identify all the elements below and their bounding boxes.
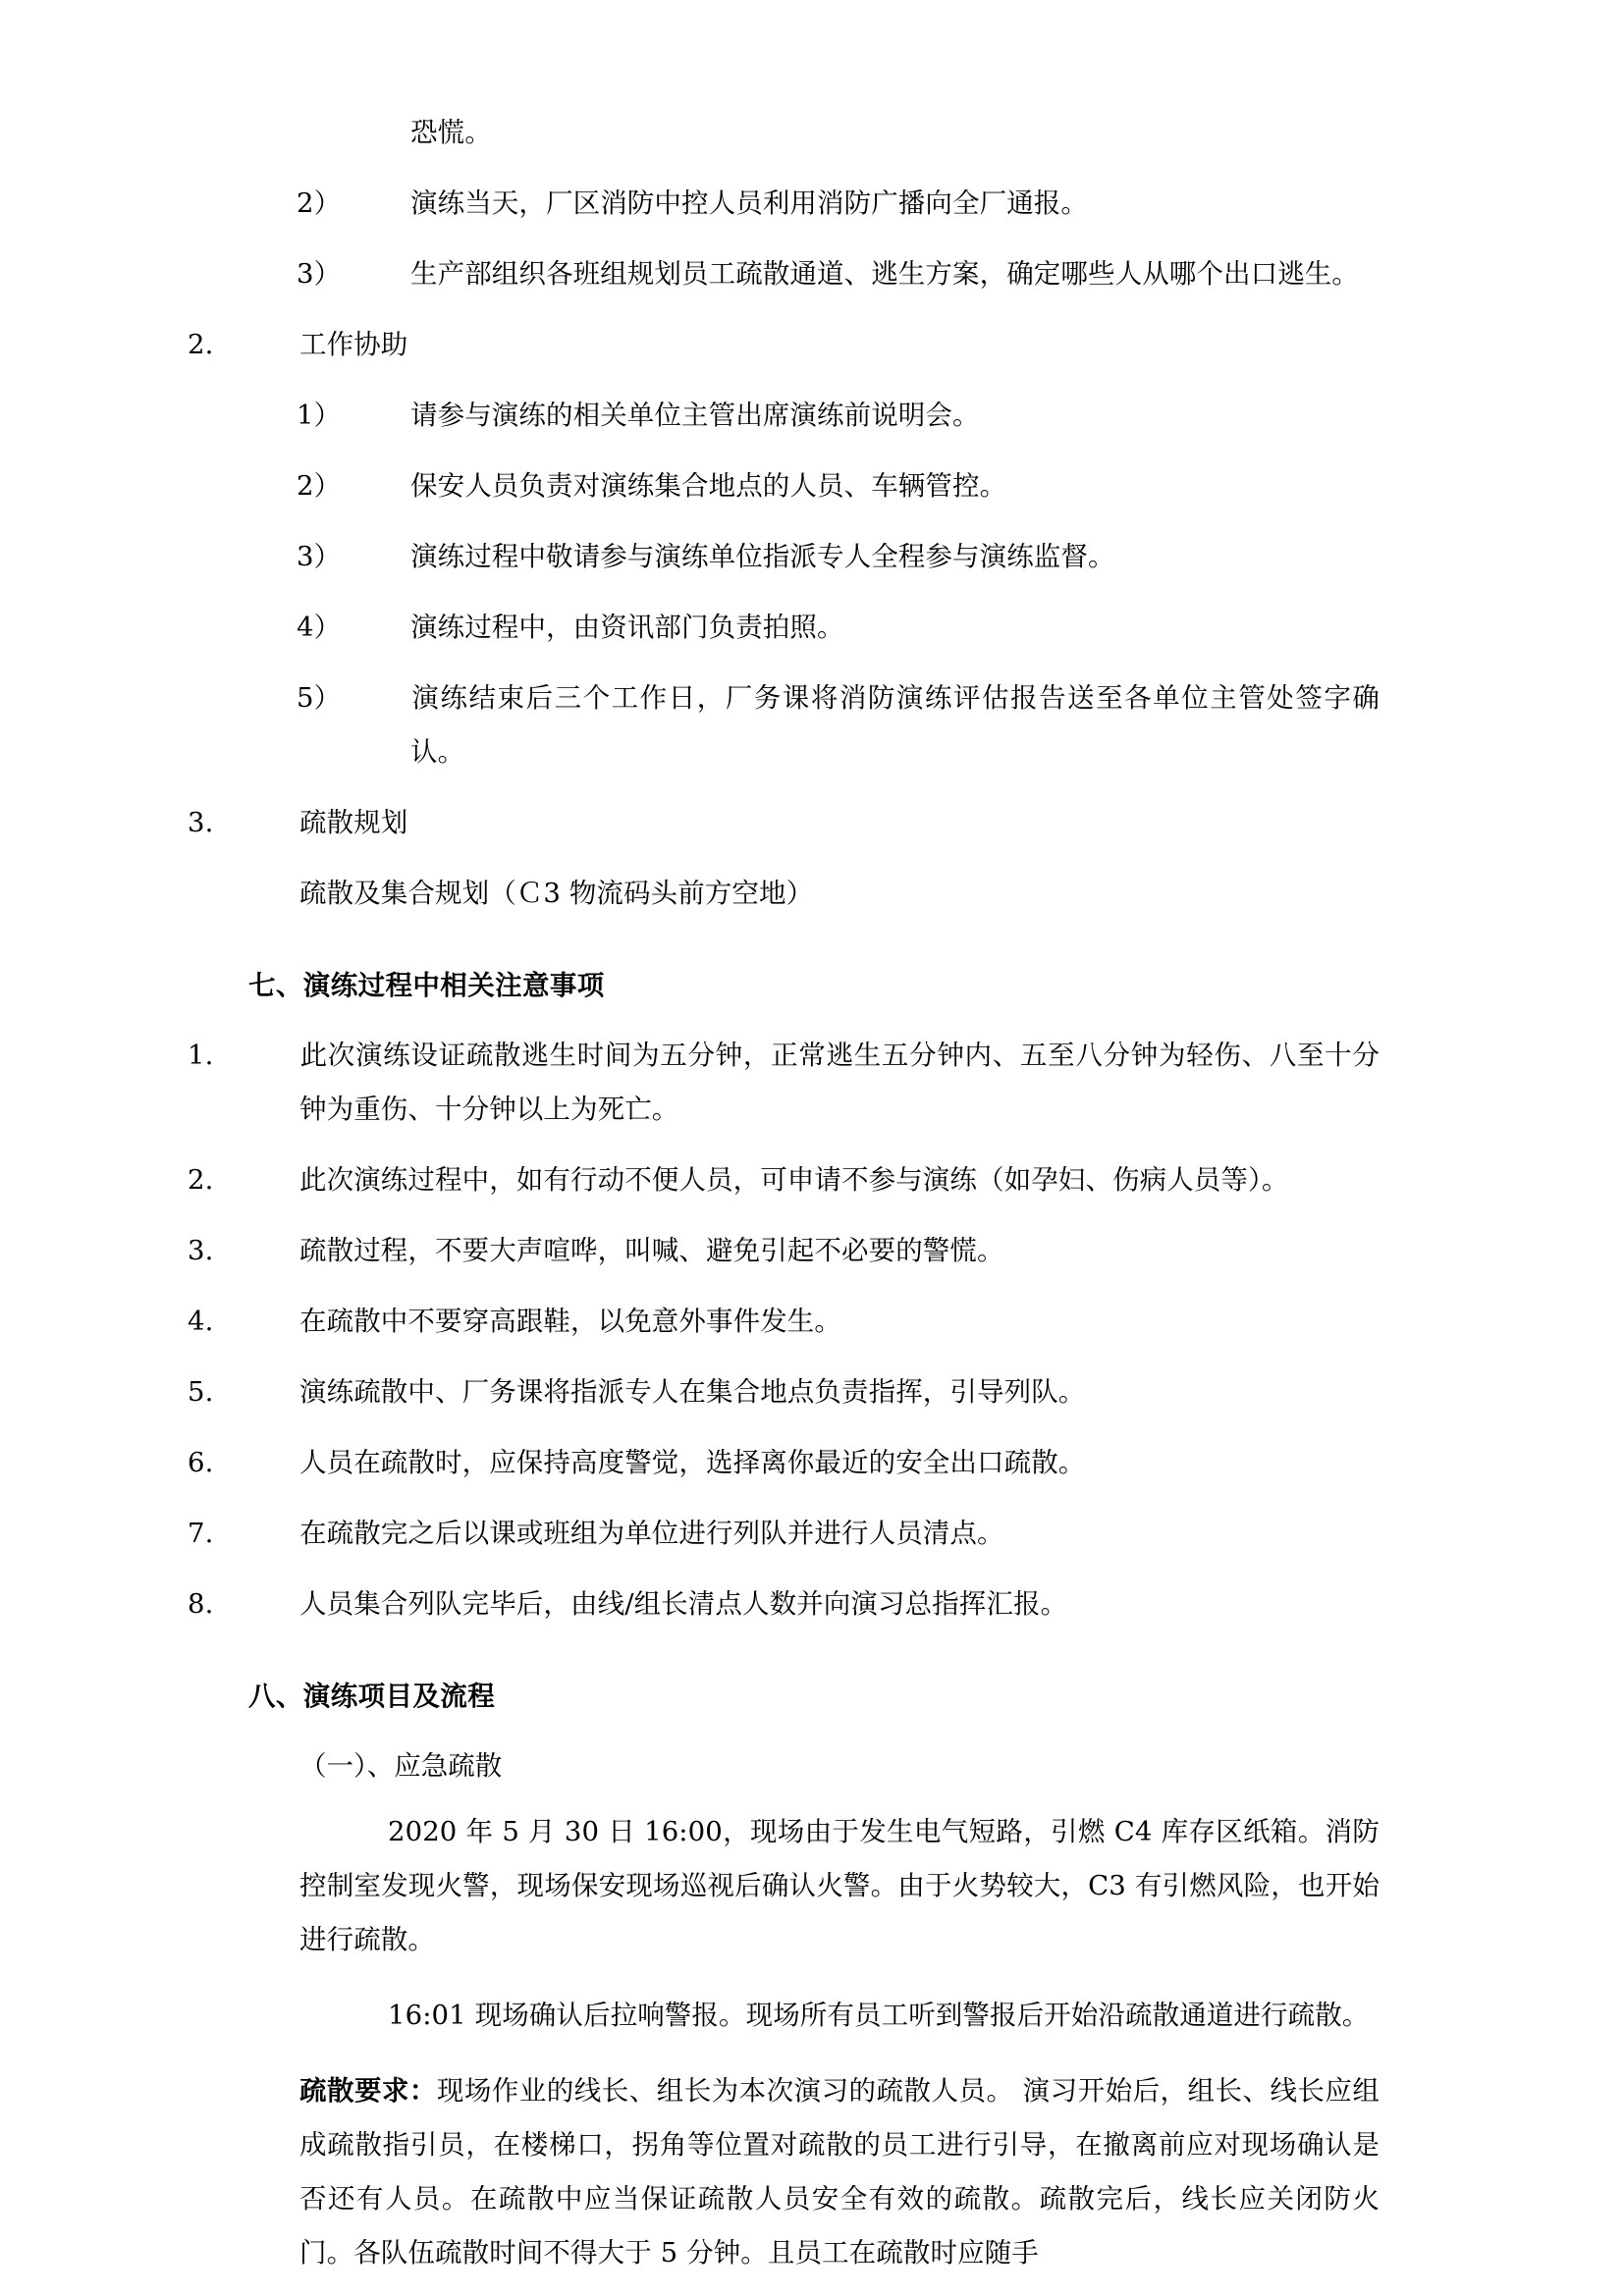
- evac-plan-detail: 疏散及集合规划（Ｃ3 物流码头前方空地）: [299, 878, 814, 909]
- list-marker: 6.: [188, 1447, 214, 1478]
- list-item-text: 保安人员负责对演练集合地点的人员、车辆管控。: [410, 470, 1007, 502]
- list-marker: 8.: [188, 1588, 214, 1620]
- continuation-line: 恐慌。: [410, 117, 492, 148]
- list-item: [188, 1153, 1380, 1207]
- list-marker: 7.: [188, 1518, 214, 1549]
- list-item: [206, 389, 1380, 443]
- list-item: [188, 1295, 1380, 1349]
- list-item: [206, 247, 1380, 301]
- list-item: [188, 1507, 1380, 1561]
- list-item: [206, 601, 1380, 655]
- list-item-text: 演练结束后三个工作日，厂务课将消防演练评估报告送至各单位主管处签字确认。: [410, 682, 1380, 768]
- list-item-text: 在疏散中不要穿高跟鞋，以免意外事件发生。: [299, 1306, 841, 1337]
- list-marker: 3.: [188, 807, 214, 838]
- subsection-work-assist-title: [188, 318, 1380, 372]
- list-item: [188, 1029, 1380, 1137]
- list-marker: 1.: [188, 1040, 214, 1071]
- list-item: [188, 1436, 1380, 1490]
- evacuation-requirement-label: 疏散要求：: [299, 2075, 437, 2107]
- list-item-text: 演练过程中，由资讯部门负责拍照。: [410, 612, 844, 643]
- list-marker: 4.: [188, 1306, 214, 1337]
- section-heading-eight: 八、演练项目及流程: [248, 1681, 496, 1712]
- list-marker: 2.: [188, 329, 214, 360]
- subsection-title-text: 工作协助: [299, 329, 408, 360]
- subsection-title-text: 疏散规划: [299, 807, 408, 838]
- list-marker: 3）: [297, 541, 342, 572]
- list-item-text: 生产部组织各班组规划员工疏散通道、逃生方案，确定哪些人从哪个出口逃生。: [410, 258, 1359, 290]
- list-marker: 1）: [297, 400, 342, 431]
- list-item-text: 疏散过程，不要大声喧哗，叫喊、避免引起不必要的警慌。: [299, 1235, 1004, 1266]
- spacer: [206, 937, 1380, 959]
- narrative-paragraph-2: 16:01 现场确认后拉响警报。现场所有员工听到警报后开始沿疏散通道进行疏散。: [388, 2000, 1370, 2031]
- subsection-evac-plan-title: [188, 796, 1380, 850]
- list-marker: 5.: [188, 1376, 214, 1408]
- subsection-heading-emergency-evacuation: （一）、应急疏散: [299, 1750, 503, 1782]
- list-marker: 2）: [297, 187, 342, 219]
- list-item: [206, 671, 1380, 779]
- evacuation-requirement-text: 现场作业的线长、组长为本次演习的疏散人员。 演习开始后，组长、线长应组成疏散指引员，在楼梯口，拐角等位置对疏散的员工进行引导，在撤离前应对现场确认是否还有人员。在疏散中应当保证疏散人员安全有效的疏散。疏散完后，线长应关闭防火门。各队伍疏散时间不得大于 5 分钟。且员工在疏散时应随手: [299, 2075, 1380, 2269]
- list-item-text: 演练当天，厂区消防中控人员利用消防广播向全厂通报。: [410, 187, 1088, 219]
- list-marker: 4）: [297, 612, 342, 643]
- spacer: [206, 1648, 1380, 1670]
- list-item: [206, 530, 1380, 584]
- list-item-text: 人员集合列队完毕后，由线/组长清点人数并向演习总指挥汇报。: [299, 1588, 1068, 1620]
- list-marker: 5）: [297, 682, 342, 714]
- list-item: [188, 1365, 1380, 1419]
- list-item-text: 人员在疏散时，应保持高度警觉，选择离你最近的安全出口疏散。: [299, 1447, 1086, 1478]
- spacer: [206, 1977, 1380, 1989]
- list-item-text: 在疏散完之后以课或班组为单位进行列队并进行人员清点。: [299, 1518, 1004, 1549]
- list-item: [206, 177, 1380, 231]
- list-item: [188, 1577, 1380, 1631]
- list-item: [206, 459, 1380, 513]
- page-content: [188, 106, 1380, 2290]
- spacer: [206, 2053, 1380, 2064]
- list-item-text: 此次演练过程中，如有行动不便人员，可申请不参与演练（如孕妇、伤病人员等）。: [299, 1164, 1289, 1196]
- list-marker: 3.: [188, 1235, 214, 1266]
- list-marker: 2）: [297, 470, 342, 502]
- evacuation-requirement-paragraph: [206, 2064, 1380, 2280]
- list-item: [188, 1224, 1380, 1278]
- list-item-text: 请参与演练的相关单位主管出席演练前说明会。: [410, 400, 980, 431]
- narrative-paragraph-1: 2020 年 5 月 30 日 16:00，现场由于发生电气短路，引燃 C4 库存区纸箱。消防控制室发现火警，现场保安现场巡视后确认火警。由于火势较大，C3 有引燃风险，也开始进行疏散。: [299, 1816, 1380, 1955]
- list-item-text: 演练疏散中、厂务课将指派专人在集合地点负责指挥，引导列队。: [299, 1376, 1086, 1408]
- list-marker: 2.: [188, 1164, 214, 1196]
- section-heading-seven: 七、演练过程中相关注意事项: [248, 970, 605, 1001]
- list-item-text: 演练过程中敬请参与演练单位指派专人全程参与演练监督。: [410, 541, 1115, 572]
- list-marker: 3）: [297, 258, 342, 290]
- list-item-text: 此次演练设证疏散逃生时间为五分钟，正常逃生五分钟内、五至八分钟为轻伤、八至十分钟为重伤、十分钟以上为死亡。: [299, 1040, 1380, 1125]
